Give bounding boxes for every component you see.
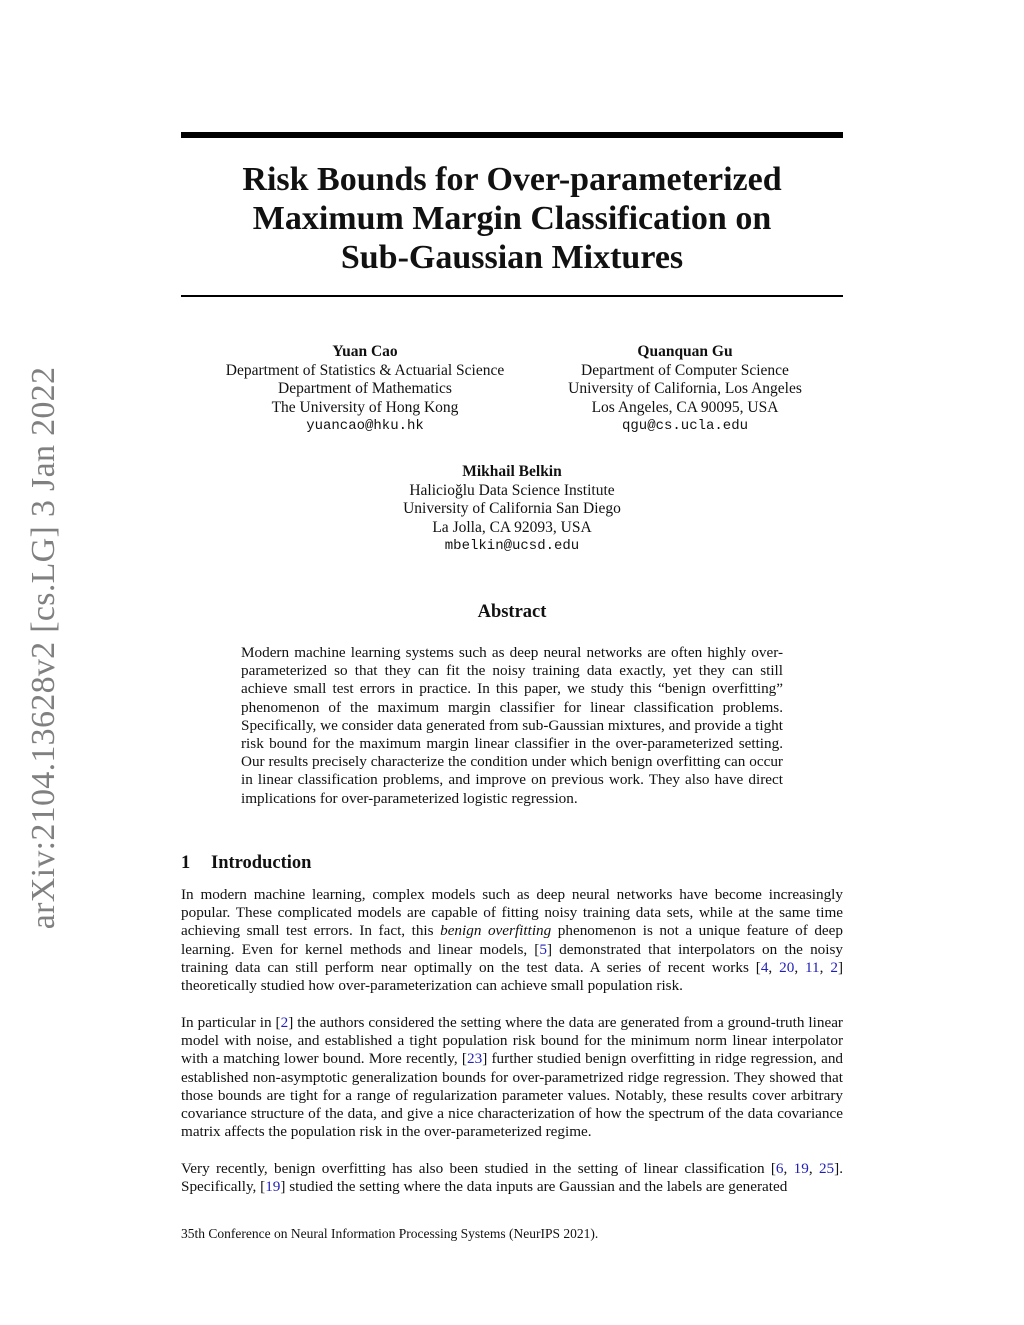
author-name: Mikhail Belkin [462,463,562,480]
author-affiliation: Department of Mathematics [278,380,452,397]
text-run: ] further studied benign overfitting in ridge regression, and established non-asymptotic generalization bounds for over-parametrized ridge regression. They showed that those bounds are tight for a range of regularization parameter values. Notably, these results cover arbitrary covariance structure of the data, and give a nice characterization of how the spectrum of the data covariance matrix affects the population risk in the over-parameterized regime. [181,1050,844,1141]
citation-link[interactable]: 5 [539,940,547,958]
emphasis-text: benign overfitting [440,922,552,940]
citation-link[interactable]: 4 [760,958,769,976]
text-run: In particular in [ [181,1014,281,1031]
arxiv-identifier-stamp: arXiv:2104.13628v2 [cs.LG] 3 Jan 2022 [25,366,62,930]
author-affiliation: Halicioğlu Data Science Institute [409,481,615,499]
abstract-text: Modern machine learning systems such as deep neural networks are often highly over-parameterized so that they can fit the noisy training data exactly, yet they can still achieve small test errors in practice. In this paper, we study this “benign overfitting” phenomenon of the maximum margin classifier for linear classification problems. Specifically, we consider data generated from sub-Gaussian mixtures, and provide a tight risk bound for the maximum margin linear classifier in the over-parameterized setting. Our results precisely characterize the condition under which benign overfitting can occur in linear classification problems, and improve on previous work. They also have direct implications for over-parameterized logistic regression. [241,644,783,807]
citation-link[interactable]: 2 [830,958,838,976]
intro-paragraph-3 [181,1160,843,1196]
citation-link[interactable]: 23 [467,1050,483,1068]
section-number: 1 [181,853,191,873]
author-affiliation: La Jolla, CA 92093, USA [432,518,592,536]
author-affiliation: The University of Hong Kong [271,398,459,416]
paper-title [181,160,843,277]
citation-link[interactable]: 2 [280,1014,289,1031]
author-affiliation: Department of Computer Science [581,361,789,379]
title-line-2: Maximum Margin Classification on [252,200,772,237]
text-run: phenomenon is not a unique feature of deep learning. Even for kernel methods and linear models, [ [181,922,843,958]
author-email[interactable]: yuancao@hku.hk [306,418,424,434]
intro-paragraph-2 [181,1014,843,1141]
section-heading-introduction [181,853,311,874]
conference-footer: 35th Conference on Neural Information Processing Systems (NeurIPS 2021). [181,1226,599,1241]
text-run: Very recently, benign overfitting has also been studied in the setting of linear classification [ [181,1160,776,1177]
abstract-heading: Abstract [477,602,547,622]
text-run: ] the authors considered the setting where the data are generated from a ground-truth linear model with noise, and established a tight population risk bound for the minimum norm linear interpolator with a matching lower bound. More recently, [ [181,1014,843,1068]
title-line-3: Sub-Gaussian Mixtures [340,239,684,276]
title-bottom-rule [181,295,843,297]
citation-link[interactable]: 19 [265,1178,281,1196]
author-affiliation: University of California San Diego [403,500,621,517]
author-email[interactable]: mbelkin@ucsd.edu [444,538,580,554]
text-run: , [819,958,831,976]
citation-link[interactable]: 11 [805,958,820,976]
text-run: ]. Specifically, [ [181,1160,843,1196]
text-run: , [783,1160,794,1177]
section-title: Introduction [211,853,312,873]
citation-link[interactable]: 19 [793,1160,809,1177]
author-affiliation: Department of Statistics & Actuarial Science [225,361,505,379]
author-email[interactable]: qgu@cs.ucla.edu [621,418,749,434]
author-block-mikhail-belkin [347,463,677,556]
title-line-1: Risk Bounds for Over-parameterized [242,161,782,198]
text-run: ] demonstrated that interpolators on the noisy training data can still perform near optimally on the test data. A series of recent works [ [181,940,843,976]
text-run: , [768,958,780,976]
citation-link[interactable]: 25 [818,1160,835,1177]
text-run: , [794,958,806,976]
text-run: In modern machine learning, complex models such as deep neural networks have become increasingly popular. These complicated models are capable of fitting noisy training data sets, while at the same time achieving small test errors. In fact, this [181,886,843,940]
author-block-quanquan-gu [520,343,850,436]
citation-link[interactable]: 20 [779,958,795,976]
text-run: ] studied the setting where the data inputs are Gaussian and the labels are generated [280,1178,788,1196]
author-block-yuan-cao [200,343,530,436]
author-affiliation: Los Angeles, CA 90095, USA [591,398,779,416]
author-name: Yuan Cao [332,343,398,360]
text-run: , [808,1160,819,1177]
author-affiliation: University of California, Los Angeles [568,380,802,397]
text-run: ] theoretically studied how over-parameterization can achieve small population risk. [181,958,843,995]
citation-link[interactable]: 6 [775,1160,784,1177]
intro-paragraph-1 [181,886,843,995]
author-name: Quanquan Gu [637,343,733,360]
title-top-rule [181,132,843,138]
